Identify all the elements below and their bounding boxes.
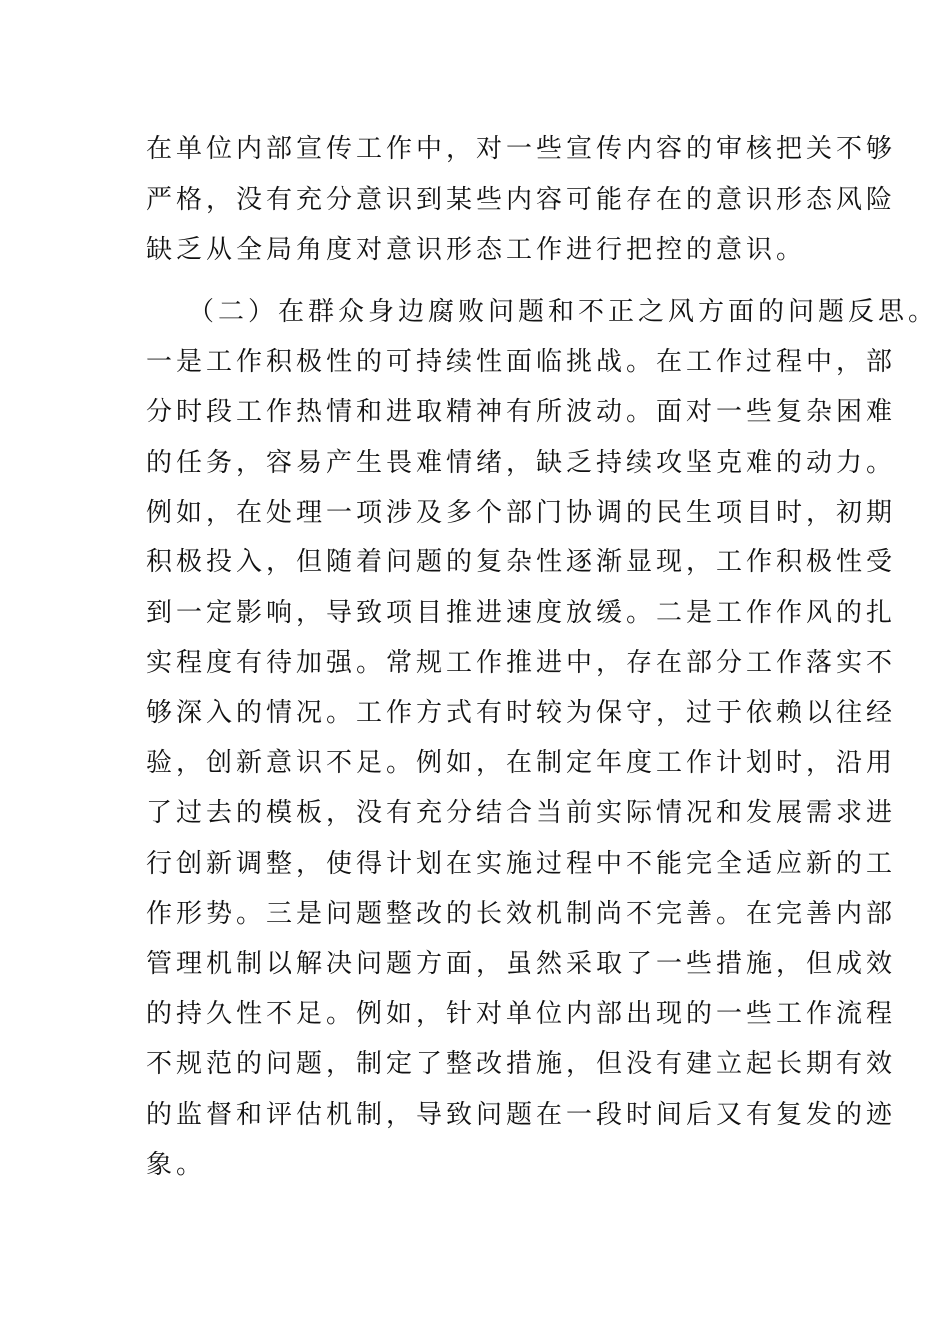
text-line: 象。 [146,1150,207,1180]
text-line: 缺乏从全局角度对意识形态工作进行把控的意识。 [146,235,807,265]
text-line: 管理机制以解决问题方面，虽然采取了一些措施，但成效 [146,949,897,979]
text-line: 不规范的问题，制定了整改措施，但没有建立起长期有效 [146,1049,897,1079]
text-line: 严格，没有充分意识到某些内容可能存在的意识形态风险 [146,185,897,215]
text-line: 的监督和评估机制，导致问题在一段时间后又有复发的迹 [146,1100,897,1130]
section-heading: （二）在群众身边腐败问题和不正之风方面的问题反思。 [188,297,939,327]
text-line: 一是工作积极性的可持续性面临挑战。在工作过程中，部 [146,347,897,377]
text-line: 实程度有待加强。常规工作推进中，存在部分工作落实不 [146,648,897,678]
text-line: 够深入的情况。工作方式有时较为保守，过于依赖以往经 [146,698,897,728]
text-line: 到一定影响，导致项目推进速度放缓。二是工作作风的扎 [146,598,897,628]
text-line: 的任务，容易产生畏难情绪，缺乏持续攻坚克难的动力。 [146,448,897,478]
text-line: 积极投入，但随着问题的复杂性逐渐显现，工作积极性受 [146,547,897,577]
text-line: 了过去的模板，没有充分结合当前实际情况和发展需求进 [146,798,897,828]
text-line: 的持久性不足。例如，针对单位内部出现的一些工作流程 [146,999,897,1029]
text-line: 例如，在处理一项涉及多个部门协调的民生项目时，初期 [146,498,897,528]
text-line: 在单位内部宣传工作中，对一些宣传内容的审核把关不够 [146,134,897,164]
text-line: 分时段工作热情和进取精神有所波动。面对一些复杂困难 [146,397,897,427]
text-line: 行创新调整，使得计划在实施过程中不能完全适应新的工 [146,849,897,879]
text-line: 验，创新意识不足。例如，在制定年度工作计划时，沿用 [146,748,897,778]
text-line: 作形势。三是问题整改的长效机制尚不完善。在完善内部 [146,899,897,929]
